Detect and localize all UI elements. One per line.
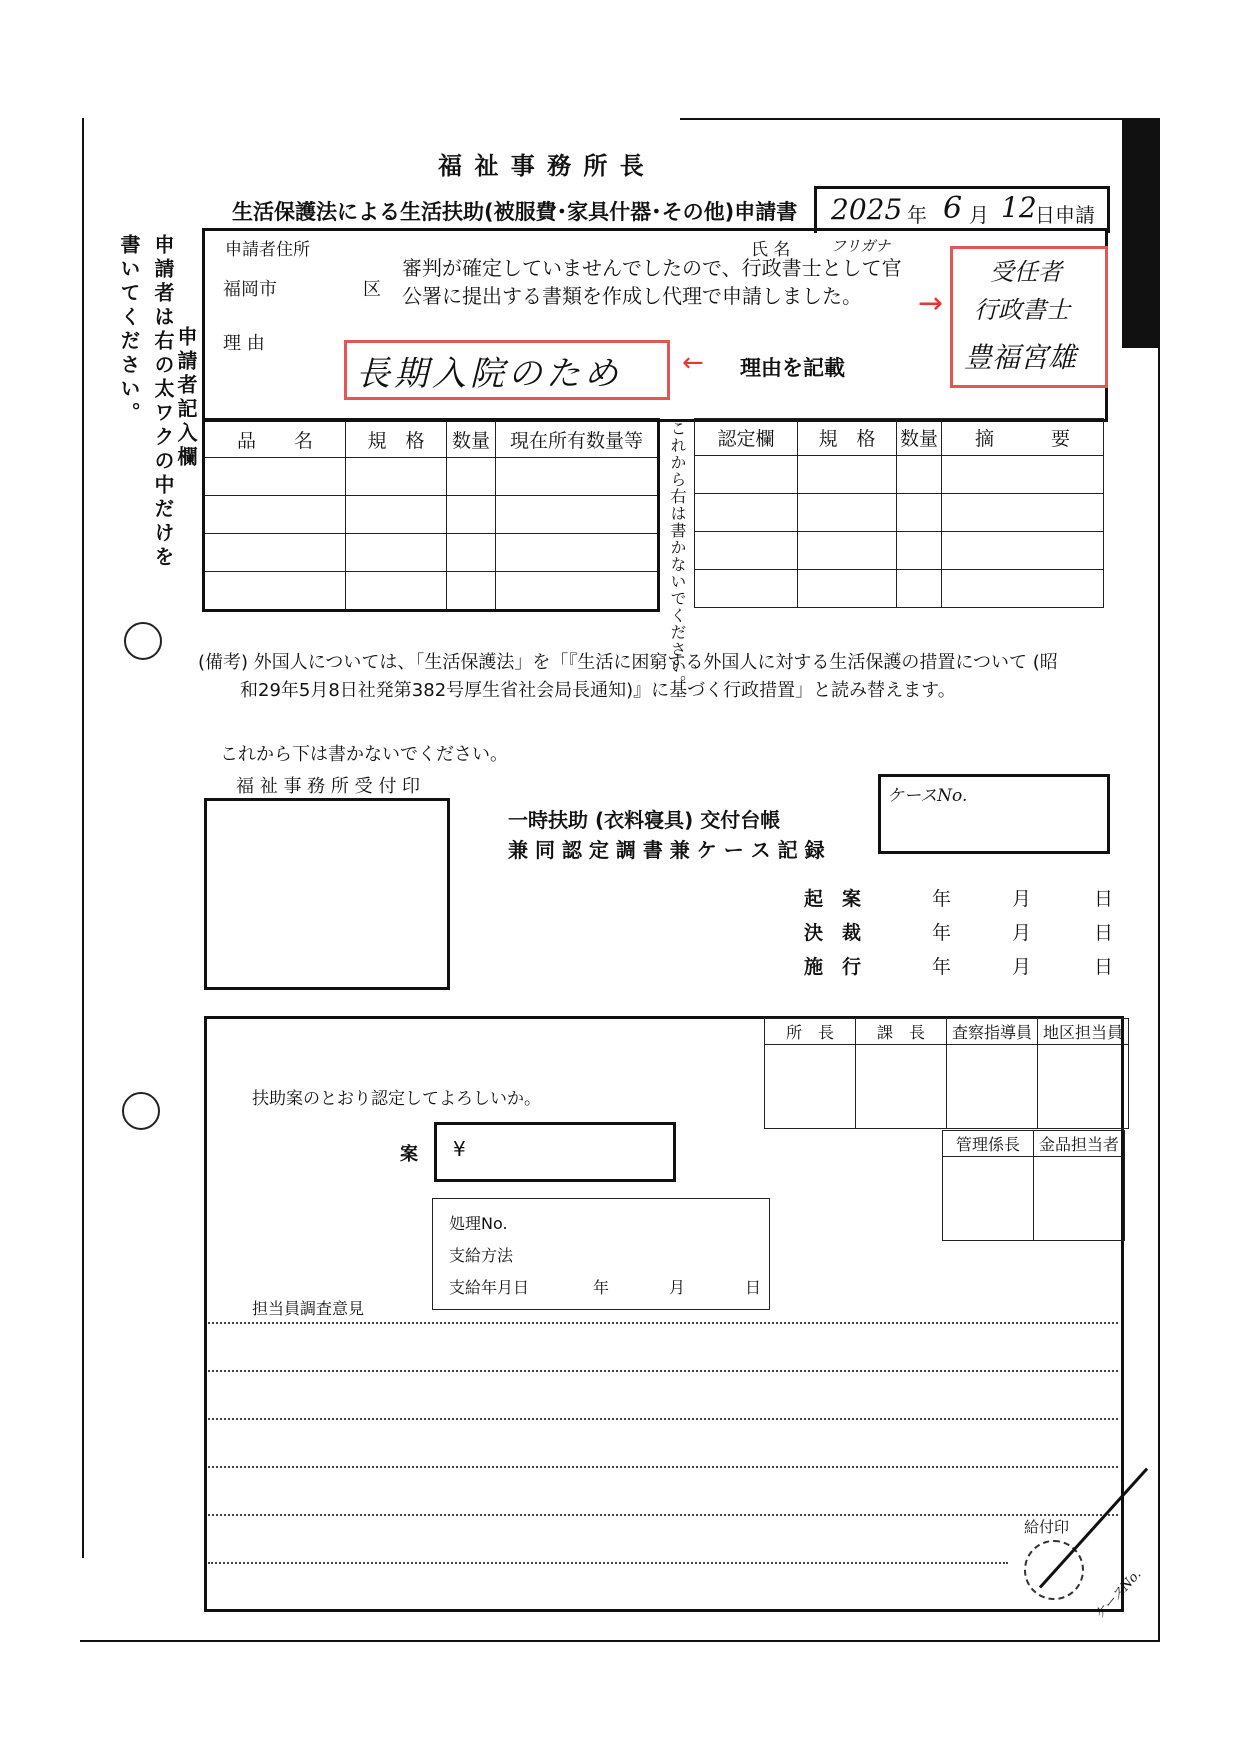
opinion-line (208, 1514, 1118, 1516)
month-unit: 月 (969, 203, 989, 227)
date-row-label: 施 行 (804, 956, 862, 978)
date-row-label: 決 裁 (804, 922, 862, 944)
date-row-day: 日 (1094, 922, 1114, 944)
date-row-day: 日 (1094, 888, 1114, 910)
corner-case-label: ケースNo. (1092, 1566, 1145, 1623)
col-approval: 認定欄 (695, 419, 798, 456)
ward: 区 (363, 279, 381, 300)
payment-year: 年 (593, 1278, 610, 1297)
year-unit: 年 (907, 203, 927, 227)
form-title: 生活保護法による生活扶助(被服費･家具什器･その他)申請書 (232, 200, 798, 224)
plan-label: 案 (400, 1144, 418, 1165)
payment-stamp-label: 給付印 (1024, 1518, 1070, 1536)
reason-note: 理由を記載 (740, 356, 845, 380)
ledger-title-1: 一時扶助 (衣料寝具) 交付台帳 (508, 808, 781, 832)
stamp-label: 福 祉 事 務 所 受 付 印 (236, 776, 421, 797)
reception-stamp-box (204, 798, 450, 990)
city: 福岡市 (223, 279, 277, 300)
date-row-approval (804, 918, 1114, 952)
office-title: 福 祉 事 務 所 長 (438, 151, 646, 180)
col-spec-right: 規 格 (798, 419, 897, 456)
opinion-label: 担当員調査意見 (252, 1299, 365, 1318)
day-unit: 日申請 (1035, 203, 1095, 227)
reason-label: 理 由 (223, 333, 265, 354)
payment-method-label: 支給方法 (449, 1246, 514, 1265)
remarks-line-1: (備考) 外国人については、「生活保護法」を「『生活に困窮する外国人に対する生活保護の措置について (昭 (198, 652, 1058, 673)
ledger-title-2: 兼 同 認 定 調 書 兼 ケ ー ス 記 録 (508, 838, 825, 862)
date-row-month: 月 (1012, 888, 1032, 910)
roles-top-table (764, 1018, 1129, 1129)
reason-handwritten: 長期入院のため (356, 354, 622, 394)
date-row-year: 年 (932, 888, 952, 910)
items-table-right (694, 418, 1104, 608)
role-section-chief: 課 長 (856, 1019, 947, 1045)
page-left-edge (82, 118, 84, 1558)
date-row-enforcement (804, 952, 1114, 986)
name-line-2: 行政書士 (974, 296, 1070, 324)
date-rows (804, 884, 1114, 986)
role-supervisor: 査察指導員 (947, 1019, 1038, 1045)
date-month: 6 (943, 191, 963, 226)
role-district-worker: 地区担当員 (1038, 1019, 1129, 1045)
case-no-box (878, 774, 1110, 854)
items-table-left (202, 418, 660, 612)
col-spec: 規 格 (346, 420, 447, 458)
date-row-month: 月 (1012, 922, 1032, 944)
name-line-1: 受任者 (990, 258, 1062, 286)
arrow-right-icon: → (918, 286, 944, 321)
payment-day: 日 (745, 1278, 762, 1297)
date-year: 2025 (831, 193, 903, 226)
col-qty-right: 数量 (897, 419, 942, 456)
col-current-qty: 現在所有数量等 (496, 420, 659, 458)
binder-hole-top (124, 622, 162, 660)
opinion-line (208, 1466, 1118, 1468)
roles-bottom-table (942, 1130, 1125, 1241)
date-row-year: 年 (932, 956, 952, 978)
opinion-line (208, 1370, 1118, 1372)
payment-month: 月 (669, 1278, 686, 1297)
applicant-entry-label: 申請者記入欄 (174, 326, 198, 470)
black-tab-mark (1122, 120, 1160, 348)
outer-instruction: 申請者は右の太ワクの中だけを書いてください。 (117, 234, 175, 570)
col-summary: 摘 要 (942, 419, 1104, 456)
date-row-draft (804, 884, 1114, 918)
date-row-day: 日 (1094, 956, 1114, 978)
processing-no-label: 処理No. (449, 1214, 508, 1233)
name-label: 氏 名 (751, 240, 791, 260)
opinion-line (208, 1562, 1008, 1564)
name-line-3: 豊福宮雄 (964, 341, 1077, 374)
explanation-note: 審判が確定していませんでしたので、行政書士として官公署に提出する書類を作成し代理で申請しました。 (402, 256, 902, 308)
col-qty: 数量 (447, 420, 496, 458)
date-row-month: 月 (1012, 956, 1032, 978)
approval-question: 扶助案のとおり認定してよろしいか。 (252, 1089, 541, 1109)
role-funds-officer: 金品担当者 (1034, 1131, 1125, 1157)
date-row-year: 年 (932, 922, 952, 944)
opinion-line (208, 1322, 1118, 1324)
col-item-name: 品 名 (204, 420, 346, 458)
page-bottom-edge (80, 1640, 1160, 1642)
processing-box (432, 1198, 770, 1310)
case-no-label: ケースNo. (887, 786, 968, 806)
arrow-left-icon: ← (682, 348, 704, 378)
opinion-line (208, 1418, 1118, 1420)
date-row-label: 起 案 (804, 888, 862, 910)
binder-hole-bottom (122, 1092, 160, 1130)
no-write-note: これから下は書かないでください。 (220, 744, 508, 765)
remarks-line-2: 和29年5月8日社発第382号厚生省社会局長通知)』に基づく行政措置」と読み替えます。 (240, 680, 956, 701)
page-top-edge (680, 118, 1158, 120)
address-label: 申請者住所 (225, 240, 310, 260)
furigana-label: フリガナ (831, 237, 891, 255)
role-director: 所 長 (765, 1019, 856, 1045)
amount-box (434, 1122, 676, 1182)
payment-date-label: 支給年月日 (449, 1278, 530, 1297)
date-box (814, 186, 1110, 233)
divider-note: これから右は書かないでください。 (668, 420, 687, 692)
yen-sign: ¥ (453, 1137, 466, 1161)
role-admin-chief: 管理係長 (943, 1131, 1034, 1157)
date-day: 12 (1001, 191, 1037, 224)
